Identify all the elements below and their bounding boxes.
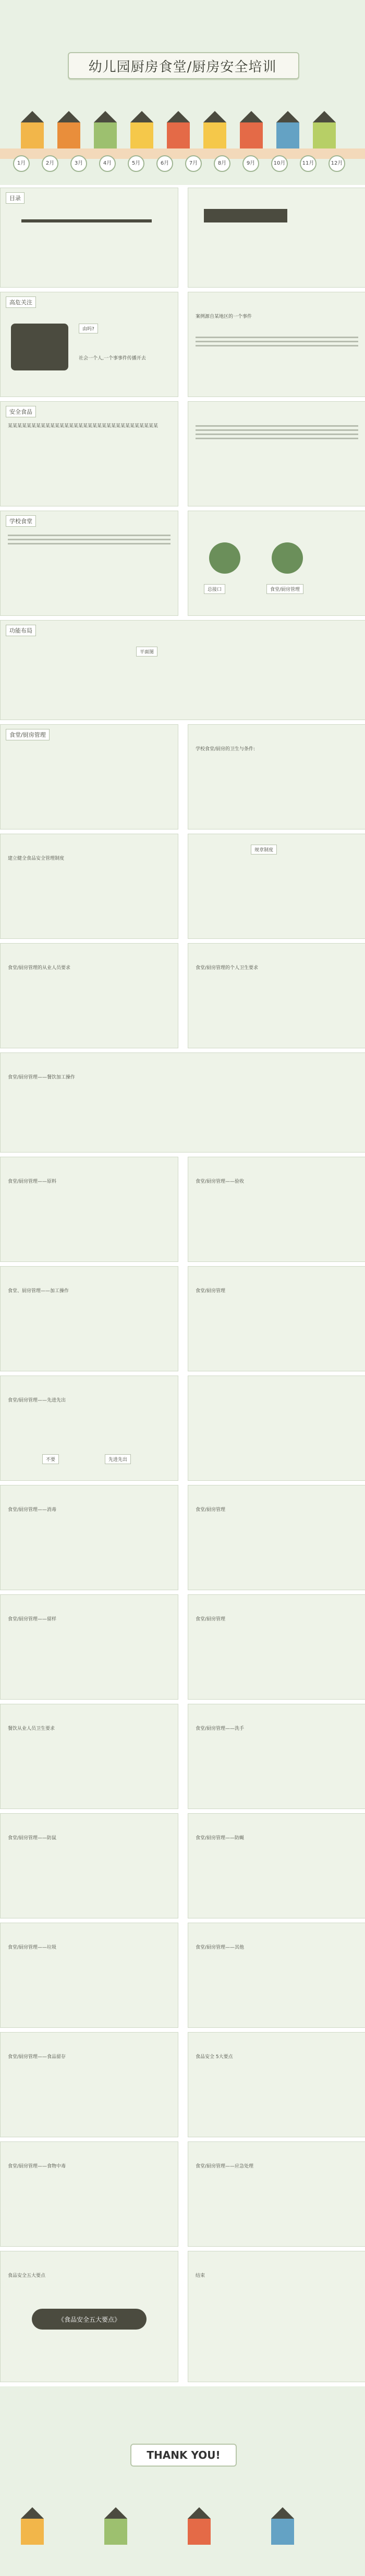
cover-slide [0,0,365,185]
slide-11 [0,1157,178,1262]
slide-10 [0,1052,365,1153]
slide-21b [188,2251,365,2382]
slide-title: 食品安全五大要点 [8,2273,46,2278]
month-circle: 12月 [328,155,345,172]
thank-you-text: THANK YOU! [130,2444,237,2467]
slide-title: 食堂/厨房管理——先进先出 [8,1398,66,1403]
month-circle: 8月 [214,155,230,172]
slide-title: 食堂/厨房管理——餐饮加工操作 [8,1075,76,1080]
slide-title: 食堂、厨房管理——加工操作 [8,1289,69,1294]
month-circle: 4月 [99,155,116,172]
month-circle: 7月 [185,155,202,172]
label: 规章制度 [251,845,277,854]
house-icon [21,2507,44,2545]
slide-9b [188,943,365,1048]
slide-4b [188,401,365,506]
house-icon [276,111,299,148]
slide-12b [188,1266,365,1371]
slide-title: 学校食堂/厨房的卫生与条件: [196,747,256,752]
slide-title: 食堂/厨房管理 [196,1617,226,1622]
slide-21 [0,2251,178,2382]
slide-20 [0,2141,178,2247]
slide-title: 食堂/厨房管理——垃圾 [8,1945,57,1950]
slide-title: 食堂/厨房管理 [196,1507,226,1513]
label: 先进先出 [105,1454,131,1464]
intro-text: 案例源自某地区的一个事件 [196,314,252,319]
slide-header: 安全食品 [6,406,36,417]
divider [21,219,152,222]
slide-15b [188,1594,365,1700]
slide-4 [0,401,178,506]
slide-title: 食堂/厨房管理——其他 [196,1945,245,1950]
house-icon [167,111,190,148]
label: 总接口 [204,584,225,594]
slide-toc [0,188,178,288]
slide-title: 食堂/厨房管理的个人卫生要求 [196,965,259,971]
label: 平面图 [136,647,157,657]
slide-title: 结束 [196,2273,205,2278]
slide-18 [0,1923,178,2028]
bubble: 由吗? [79,324,98,333]
slide-title: 食堂/厨房管理——防鼠 [8,1836,57,1841]
slide-19b [188,2032,365,2137]
label: 不要 [42,1454,59,1464]
house-icon [130,111,153,148]
side-note: 社会一个人,一个事事件传播开去 [79,356,146,361]
slide-header: 学校食堂 [6,515,36,527]
slide-13b [188,1376,365,1481]
slide-8b [188,834,365,939]
thank-you-slide [0,2386,365,2576]
slide-title: 食堂/厨房管理——食物中毒 [8,2164,66,2169]
label: 食堂/厨房管理 [266,584,303,594]
slide-14 [0,1485,178,1590]
quote-text: 《食品安全五大要点》 [57,2316,120,2323]
slide-title: 食堂/厨房管理——原料 [8,1179,57,1184]
slide-title: 食堂/厨房管理——洗手 [196,1726,245,1731]
slide-7b [188,724,365,829]
house-icon [271,2507,294,2545]
slide-11b [188,1157,365,1262]
month-circle: 1月 [13,155,30,172]
slide-title: 食堂/厨房管理——留样 [8,1617,57,1622]
month-circle: 9月 [242,155,259,172]
arrow-icon [272,542,303,574]
slide-2 [0,292,178,397]
slide-8 [0,834,178,939]
month-circle: 5月 [128,155,144,172]
slide-title: 食堂/厨房管理——验收 [196,1179,245,1184]
slide-3 [188,292,365,397]
slide-7 [0,724,178,829]
slide-17 [0,1813,178,1918]
slide-18b [188,1923,365,2028]
slide-text: 某某某某某某某某某某某某某某某某某某某某某某某某某某某某某某某某 [8,424,159,429]
month-circle: 3月 [70,155,87,172]
house-icon [104,2507,127,2545]
slide-header: 高危关注 [6,296,36,308]
slide-13 [0,1376,178,1481]
slide-title: 食堂/厨房管理 [196,1289,226,1294]
slide-title: 食堂/厨房管理——食品留存 [8,2054,66,2060]
slide-9 [0,943,178,1048]
slide-title: 食堂/厨房管理的从业人员要求 [8,965,71,971]
image-placeholder [11,324,68,370]
arrow-icon [209,542,240,574]
house-icon [203,111,226,148]
slide-17b [188,1813,365,1918]
slide-header: 食堂/厨房管理 [6,729,50,740]
slide-5b [188,511,365,616]
month-circle: 6月 [156,155,173,172]
slide-title: 建立健全食品安全管理制度 [8,856,65,861]
slide-6 [0,620,365,720]
slide-14b [188,1485,365,1590]
house-icon [240,111,263,148]
slide-16b [188,1704,365,1809]
house-icon [21,111,44,148]
house-icon [94,111,117,148]
house-icon [57,111,80,148]
slide-title: 食堂/厨房管理——应急处理 [196,2164,254,2169]
slide-title: 食堂/厨房管理——防蝇 [196,1836,245,1841]
month-circle: 10月 [271,155,288,172]
slide-20b [188,2141,365,2247]
house-icon [188,2507,211,2545]
slide-title: 餐饮从业人员卫生要求 [8,1726,55,1731]
house-icon [313,111,336,148]
slide-19 [0,2032,178,2137]
slide-title: 食品安全 5大要点 [196,2054,233,2060]
cover-title: 幼儿园厨房食堂/厨房安全培训 [88,59,277,75]
slide-5 [0,511,178,616]
slide-16 [0,1704,178,1809]
month-circle: 2月 [42,155,58,172]
slide-15 [0,1594,178,1700]
slide-header: 目录 [6,192,25,204]
month-circle: 11月 [300,155,317,172]
slide-toc-right [188,188,365,288]
slide-title: 食堂/厨房管理——消毒 [8,1507,57,1513]
slide-header: 功能布局 [6,625,36,636]
dark-banner [204,209,287,222]
slide-12 [0,1266,178,1371]
